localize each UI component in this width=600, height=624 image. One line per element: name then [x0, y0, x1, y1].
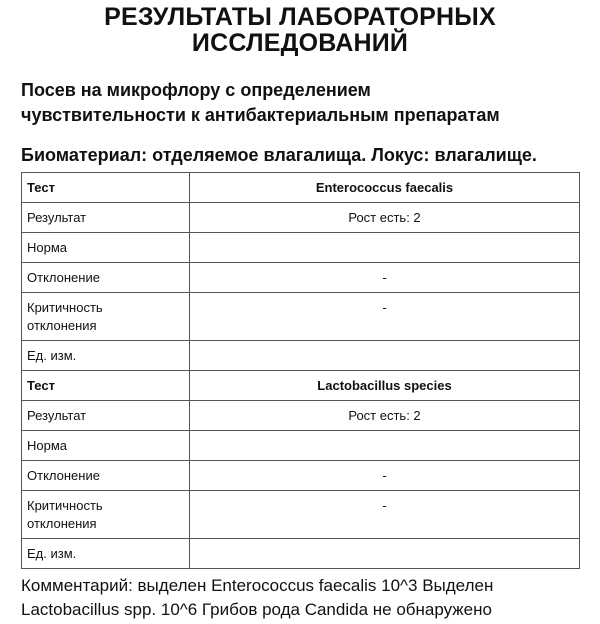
table-row-units: [22, 341, 580, 371]
row-value: -: [190, 491, 580, 539]
row-label-line1: Критичность: [27, 300, 103, 315]
row-label: Норма: [22, 233, 190, 263]
table-row-deviation: [22, 461, 580, 491]
row-value: [190, 233, 580, 263]
test-label-cell: Тест: [22, 173, 190, 203]
page-title: [0, 4, 600, 56]
analysis-subtitle-line1: Посев на микрофлору с определением: [21, 80, 371, 100]
results-table: [21, 172, 580, 569]
lab-comment-line2: Lactobacillus spp. 10^6 Грибов рода Candida не обнаружено: [21, 600, 492, 619]
row-label: Отклонение: [22, 461, 190, 491]
row-value: Рост есть: 2: [190, 401, 580, 431]
table-row-test-header: [22, 173, 580, 203]
table-row-deviation-criticality: [22, 293, 580, 341]
row-value: [190, 341, 580, 371]
test-name-cell: Enterococcus faecalis: [190, 173, 580, 203]
table-row-units: [22, 539, 580, 569]
page-title-line2: ИССЛЕДОВАНИЙ: [191, 29, 409, 57]
lab-comment: [21, 574, 591, 622]
row-value: -: [190, 263, 580, 293]
analysis-subtitle-line2: чувствительности к антибактериальным препаратам: [21, 105, 500, 125]
row-label: Результат: [22, 203, 190, 233]
test-name-cell: Lactobacillus species: [190, 371, 580, 401]
row-value: Рост есть: 2: [190, 203, 580, 233]
row-label-line2: отклонения: [27, 318, 97, 333]
row-label: Ед. изм.: [22, 341, 190, 371]
lab-comment-line1: Комментарий: выделен Enterococcus faecalis 10^3 Выделен: [21, 576, 494, 595]
biomaterial-info: Биоматериал: отделяемое влагалища. Локус: влагалище.: [21, 145, 537, 165]
row-value: -: [190, 461, 580, 491]
row-label: Ед. изм.: [22, 539, 190, 569]
table-row-deviation: [22, 263, 580, 293]
table-row-deviation-criticality: [22, 491, 580, 539]
row-label-line1: Критичность: [27, 498, 103, 513]
row-value: -: [190, 293, 580, 341]
page-title-line1: РЕЗУЛЬТАТЫ ЛАБОРАТОРНЫХ: [104, 3, 496, 31]
row-label: Отклонение: [22, 263, 190, 293]
table-row-test-header: [22, 371, 580, 401]
row-value: [190, 431, 580, 461]
row-label: [22, 491, 190, 539]
table-row-result: [22, 401, 580, 431]
test-label-cell: Тест: [22, 371, 190, 401]
table-row-norm: [22, 431, 580, 461]
row-label: Норма: [22, 431, 190, 461]
table-row-norm: [22, 233, 580, 263]
table-row-result: [22, 203, 580, 233]
row-label-line2: отклонения: [27, 516, 97, 531]
analysis-subtitle: [21, 78, 591, 128]
row-label: [22, 293, 190, 341]
row-label: Результат: [22, 401, 190, 431]
row-value: [190, 539, 580, 569]
